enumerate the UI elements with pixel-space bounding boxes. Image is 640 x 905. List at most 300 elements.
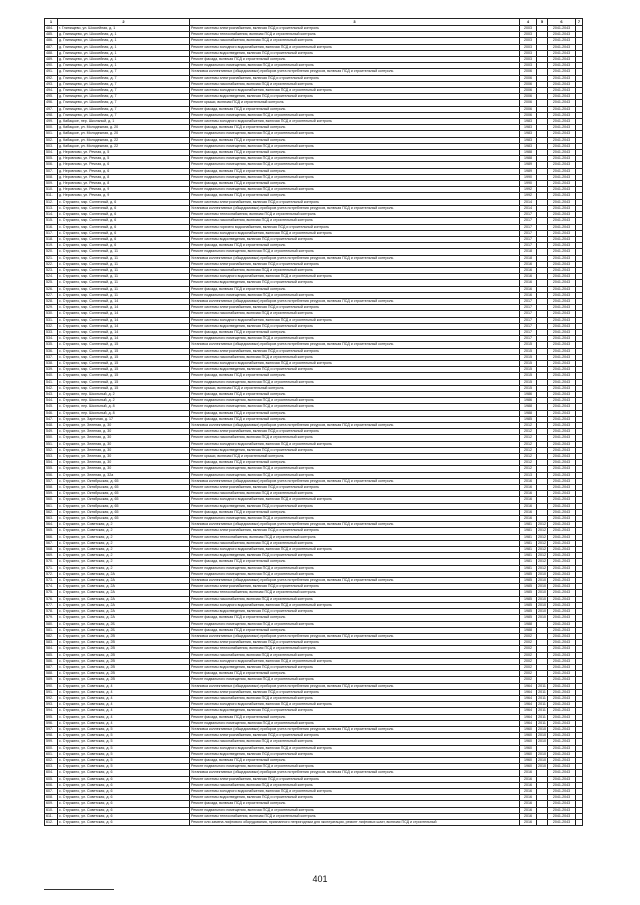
work-type-cell: Ремонт фасада, включая ПСД и строительный контроль	[190, 106, 520, 112]
row-number: 612.	[45, 820, 58, 826]
build-year-cell: 1985	[520, 578, 537, 584]
work-type-cell: Ремонт системы холодного водоснабжения, включая ПСД и строительный контроль	[190, 274, 520, 280]
row-number: 608.	[45, 795, 58, 801]
address-cell: с. Стружино, мкр. Солнечный, д. 15	[58, 348, 190, 354]
address-cell: с. Стружино, мкр. Солнечный, д. 14	[58, 305, 190, 311]
address-cell: г. Глинищево, ул. Шоссейная, д. 1	[58, 26, 190, 32]
planned-period-cell: 2041-2043	[548, 559, 576, 565]
address-cell: с. Стружино, ул. Зеленая, д. 30	[58, 460, 190, 466]
build-year-cell: 1981	[520, 547, 537, 553]
planned-period-cell: 2041-2043	[548, 100, 576, 106]
planned-period-cell: 2041-2043	[548, 342, 576, 348]
address-cell: д. Кабацкое, ул. Молодежная, д. 22	[58, 143, 190, 149]
address-cell: с. Стружино, мкр. Солнечный, д. 11	[58, 286, 190, 292]
planned-period-cell: 2041-2043	[548, 751, 576, 757]
repair-year-cell: 2012	[538, 547, 546, 552]
planned-period-cell: 2041-2043	[548, 348, 576, 354]
work-type-cell: Ремонт фасада, включая ПСД и строительный контроль	[190, 671, 520, 677]
row-number: 558.	[45, 485, 58, 491]
build-year-cell: 2017	[520, 230, 537, 236]
planned-period-cell: 2041-2043	[548, 739, 576, 745]
address-cell: с. Стружино, ул. Советская, д. 6	[58, 795, 190, 801]
work-type-cell: Ремонт фасада, включая ПСД и строительный контроль	[190, 714, 520, 720]
address-cell: с. Стружино, ул. Советская, д. 2	[58, 528, 190, 534]
address-cell: д. Глинищево, ул. Шоссейная, д. 7	[58, 100, 190, 106]
planned-period-cell: 2041-2043	[548, 69, 576, 75]
planned-period-cell: 2041-2043	[548, 367, 576, 373]
row-number: 581.	[45, 627, 58, 633]
work-type-cell: Ремонт подвального помещения, включая ПСД и строительный контроль	[190, 131, 520, 137]
row-number: 508.	[45, 174, 58, 180]
row-number: 561.	[45, 503, 58, 509]
work-type-cell: Ремонт системы водоотведения, включая ПСД и строительный контроль	[190, 609, 520, 615]
work-type-cell: Ремонт фасада, включая ПСД и строительный контроль	[190, 416, 520, 422]
row-number: 565.	[45, 528, 58, 534]
address-cell: с. Стружино, мкр. Солнечный, д. 14	[58, 323, 190, 329]
work-type-cell: Ремонт подвального помещения, включая ПСД и строительный контроль	[190, 174, 520, 180]
work-type-cell: Ремонт системы теплоснабжения, включая ПСД и строительный контроль	[190, 813, 520, 819]
address-cell: с. Стружино, ул. Советская, д. 6	[58, 782, 190, 788]
repair-year-cell: 2010	[538, 739, 546, 744]
build-year-cell: 1964	[520, 683, 537, 689]
work-type-cell: Ремонт системы электроснабжения, включая ПСД и строительный контроль	[190, 689, 520, 695]
planned-period-cell: 2041-2043	[548, 150, 576, 156]
work-type-cell: Ремонт системы теплоснабжения, включая ПСД и строительный контроль	[190, 212, 520, 218]
work-type-cell: Ремонт подвального помещения, включая ПСД и строительный контроль	[190, 379, 520, 385]
planned-period-cell: 2041-2043	[548, 162, 576, 168]
row-number: 596.	[45, 720, 58, 726]
address-cell: с. Стружино, мкр. Солнечный, д. 11	[58, 280, 190, 286]
planned-period-cell: 2041-2043	[548, 423, 576, 429]
repair-year-cell: 2010	[538, 571, 546, 576]
repair-year-cell: 2011	[538, 702, 546, 707]
address-cell: с. Стружино, мкр. Солнечный, д. 11	[58, 261, 190, 267]
build-year-cell: 2012	[520, 423, 537, 429]
planned-period-cell: 2041-2043	[548, 658, 576, 664]
table-body	[45, 26, 583, 826]
work-type-cell: Ремонт подвального помещения, включая ПСД и строительный контроль	[190, 398, 520, 404]
row-number: 559.	[45, 491, 58, 497]
build-year-cell: 2002	[520, 664, 537, 670]
build-year-cell: 1981	[520, 559, 537, 565]
address-cell: д. Кабацкое, пер. Школьный, д. 1	[58, 119, 190, 125]
column-header: 2	[58, 19, 190, 26]
planned-period-cell: 2041-2043	[548, 633, 576, 639]
row-number: 504.	[45, 150, 58, 156]
address-cell: с. Стружино, мкр. Солнечный, д. 6	[58, 243, 190, 249]
planned-period-cell: 2041-2043	[548, 441, 576, 447]
row-number: 555.	[45, 466, 58, 472]
work-type-cell: Ремонт системы холодного водоснабжения, включая ПСД и строительный контроль	[190, 702, 520, 708]
planned-period-cell: 2041-2043	[548, 664, 576, 670]
planned-period-cell: 2041-2043	[548, 298, 576, 304]
row-number: 517.	[45, 230, 58, 236]
address-cell: с. Стружино, ул. Советская, д. 2А	[58, 590, 190, 596]
work-type-cell: Ремонт системы газоснабжения, включая ПСД и строительный контроль	[190, 596, 520, 602]
work-type-cell: Ремонт фасада, включая ПСД и строительный контроль	[190, 286, 520, 292]
repair-year-cell: 2011	[538, 720, 546, 725]
work-type-cell: Ремонт фасада, включая ПСД и строительный контроль	[190, 193, 520, 199]
address-cell: с. Стружино, ул. Советская, д. 6	[58, 770, 190, 776]
address-cell: д. Неровново, ул. Речная, д. 9	[58, 187, 190, 193]
address-cell: с. Стружино, ул. Советская, д. 6	[58, 801, 190, 807]
work-type-cell: Ремонт подвального помещения, включая ПСД и строительный контроль	[190, 63, 520, 69]
row-number: 577.	[45, 602, 58, 608]
build-year-cell: 2012	[520, 454, 537, 460]
row-number: 514.	[45, 212, 58, 218]
planned-period-cell: 2041-2043	[548, 385, 576, 391]
build-year-cell: 2003	[520, 38, 537, 44]
build-year-cell: 1960	[520, 745, 537, 751]
planned-period-cell: 2041-2043	[548, 416, 576, 422]
row-number: 516.	[45, 224, 58, 230]
planned-period-cell: 2041-2043	[548, 782, 576, 788]
row-number: 609.	[45, 801, 58, 807]
work-type-cell: Ремонт системы водоотведения, включая ПСД и строительный контроль	[190, 323, 520, 329]
build-year-cell: 1985	[520, 590, 537, 596]
build-year-cell: 2016	[520, 280, 537, 286]
build-year-cell: 2016	[520, 274, 537, 280]
build-year-cell: 2017	[520, 305, 537, 311]
row-number: 566.	[45, 534, 58, 540]
work-type-cell: Ремонт системы холодного водоснабжения, включая ПСД и строительный контроль	[190, 230, 520, 236]
work-type-cell: Ремонт подвального помещения, включая ПСД и строительный контроль	[190, 764, 520, 770]
row-number: 556.	[45, 472, 58, 478]
address-cell: с. Стружино, ул. Советская, д. 2Б	[58, 621, 190, 627]
address-cell: с. Стружино, мкр. Солнечный, д. 11	[58, 292, 190, 298]
repair-year-cell: 2010	[538, 590, 546, 595]
repair-year-cell: 2011	[538, 708, 546, 713]
build-year-cell: 2017	[520, 317, 537, 323]
row-number: 611.	[45, 813, 58, 819]
address-cell: с. Стружино, ул. Советская, д. 4	[58, 683, 190, 689]
row-number: 510.	[45, 187, 58, 193]
row-number: 593.	[45, 702, 58, 708]
row-number: 583.	[45, 640, 58, 646]
planned-period-cell: 2041-2043	[548, 106, 576, 112]
work-type-cell: Ремонт подвального помещения, включая ПСД и строительный контроль	[190, 112, 520, 118]
address-cell: с. Стружино, мкр. Солнечный, д. 15	[58, 354, 190, 360]
build-year-cell: 2016	[520, 801, 537, 807]
address-cell: с. Стружино, ул. Октябрьская, д. 65	[58, 509, 190, 515]
build-year-cell: 2002	[520, 652, 537, 658]
planned-period-cell: 2041-2043	[548, 677, 576, 683]
build-year-cell: 2002	[520, 677, 537, 683]
work-type-cell: Установка коллективных (общедомовых) приборов учета потребления ресурсов, включая ПСД и строительный контроль	[190, 683, 520, 689]
address-cell: с. Стружино, ул. Зеленая, д. 30	[58, 429, 190, 435]
build-year-cell: 1960	[520, 751, 537, 757]
work-type-cell: Ремонт системы холодного водоснабжения, включая ПСД и строительный контроль	[190, 119, 520, 125]
planned-period-cell: 2041-2043	[548, 212, 576, 218]
build-year-cell: 2002	[520, 640, 537, 646]
address-cell: д. Неровново, ул. Речная, д. 8	[58, 174, 190, 180]
work-type-cell: Ремонт системы теплоснабжения, включая ПСД и строительный контроль	[190, 32, 520, 38]
build-year-cell: 1960	[520, 733, 537, 739]
planned-period-cell: 2041-2043	[548, 689, 576, 695]
row-number: 562.	[45, 509, 58, 515]
row-number: 601.	[45, 751, 58, 757]
planned-period-cell: 2041-2043	[548, 391, 576, 397]
note-cell	[576, 820, 583, 826]
row-number: 590.	[45, 683, 58, 689]
build-year-cell: 1960	[520, 726, 537, 732]
work-type-cell: Ремонт фасада, включая ПСД и строительный контроль	[190, 150, 520, 156]
work-type-cell: Ремонт подвального помещения, включая ПСД и строительный контроль	[190, 807, 520, 813]
row-number: 509.	[45, 181, 58, 187]
row-number: 568.	[45, 547, 58, 553]
address-cell: с. Стружино, ул. Советская, д. 2	[58, 534, 190, 540]
address-cell: с. Стружино, мкр. Солнечный, д. 6	[58, 199, 190, 205]
row-number: 528.	[45, 298, 58, 304]
row-number: 563.	[45, 516, 58, 522]
work-type-cell: Ремонт системы электроснабжения, включая ПСД и строительный контроль	[190, 261, 520, 267]
row-number: 513.	[45, 205, 58, 211]
build-year-cell: 2003	[520, 63, 537, 69]
repair-year-cell: 2012	[538, 528, 546, 533]
planned-period-cell: 2041-2043	[548, 820, 576, 826]
work-type-cell: Ремонт системы газоснабжения, включая ПСД и строительный контроль	[190, 267, 520, 273]
planned-period-cell: 2041-2043	[548, 280, 576, 286]
planned-period-cell: 2041-2043	[548, 776, 576, 782]
build-year-cell: 2016	[520, 491, 537, 497]
work-type-cell: Ремонт фасада, включая ПСД и строительный контроль	[190, 410, 520, 416]
address-cell: д. Глинищево, ул. Шоссейная, д. 1	[58, 63, 190, 69]
row-number: 553.	[45, 454, 58, 460]
row-number: 554.	[45, 460, 58, 466]
work-type-cell: Ремонт фасада, включая ПСД и строительный контроль	[190, 559, 520, 565]
address-cell: с. Стружино, ул. Зеленая, д. 30	[58, 435, 190, 441]
work-type-cell: Ремонт системы электроснабжения, включая ПСД и строительный контроль	[190, 733, 520, 739]
work-type-cell: Ремонт системы теплоснабжения, включая ПСД и строительный контроль	[190, 534, 520, 540]
row-number: 531.	[45, 317, 58, 323]
build-year-cell: 2015	[520, 379, 537, 385]
row-number: 512.	[45, 199, 58, 205]
row-number: 585.	[45, 652, 58, 658]
address-cell: с. Стружино, ул. Советская, д. 4	[58, 708, 190, 714]
work-type-cell: Установка коллективных (общедомовых) приборов учета потребления ресурсов, включая ПСД и строительный контроль	[190, 255, 520, 261]
planned-period-cell: 2041-2043	[548, 286, 576, 292]
work-type-cell: Установка коллективных (общедомовых) приборов учета потребления ресурсов, включая ПСД и строительный контроль	[190, 298, 520, 304]
build-year-cell: 1964	[520, 695, 537, 701]
build-year-cell: 2017	[520, 236, 537, 242]
work-type-cell: Ремонт системы электроснабжения, включая ПСД и строительный контроль	[190, 348, 520, 354]
work-type-cell: Установка коллективных (общедомовых) приборов учета потребления ресурсов, включая ПСД и строительный контроль	[190, 770, 520, 776]
build-year-cell: 1988	[520, 410, 537, 416]
address-cell: д. Неровново, ул. Речная, д. 6	[58, 162, 190, 168]
address-cell: с. Стружино, ул. Октябрьская, д. 65	[58, 478, 190, 484]
address-cell: с. Стружино, пер. Школьный, д. 2	[58, 391, 190, 397]
repair-year-cell: 2010	[538, 726, 546, 731]
address-cell: д. Глинищево, ул. Шоссейная, д. 1	[58, 38, 190, 44]
work-type-cell: Ремонт системы водоотведения, включая ПСД и строительный контроль	[190, 94, 520, 100]
work-type-cell: Ремонт подвального помещения, включая ПСД и строительный контроль	[190, 292, 520, 298]
planned-period-cell: 2041-2043	[548, 708, 576, 714]
row-number: 533.	[45, 329, 58, 335]
planned-period-cell: 2041-2043	[548, 491, 576, 497]
address-cell: с. Стружино, ул. Заречная, д. 17	[58, 416, 190, 422]
planned-period-cell: 2041-2043	[548, 745, 576, 751]
repair-year-cell: 2011	[538, 689, 546, 694]
work-type-cell: Ремонт подвального помещения, включая ПСД и строительный контроль	[190, 143, 520, 149]
address-cell: с. Стружино, ул. Советская, д. 2В	[58, 652, 190, 658]
work-type-cell: Ремонт системы теплоснабжения, включая ПСД и строительный контроль	[190, 590, 520, 596]
build-year-cell: 1960	[520, 764, 537, 770]
work-type-cell: Ремонт системы газоснабжения, включая ПСД и строительный контроль	[190, 652, 520, 658]
build-year-cell: 2006	[520, 69, 537, 75]
work-type-cell: Ремонт системы холодного водоснабжения, включая ПСД и строительный контроль	[190, 44, 520, 50]
planned-period-cell: 2041-2043	[548, 590, 576, 596]
planned-period-cell: 2041-2043	[548, 44, 576, 50]
work-type-cell: Ремонт системы электроснабжения, включая ПСД и строительный контроль	[190, 199, 520, 205]
work-type-cell: Ремонт фасада, включая ПСД и строительный контроль	[190, 460, 520, 466]
work-type-cell: Ремонт подвального помещения, включая ПСД и строительный контроль	[190, 565, 520, 571]
work-type-cell: Ремонт системы водоотведения, включая ПСД и строительный контроль	[190, 553, 520, 559]
build-year-cell: 1983	[520, 143, 537, 149]
planned-period-cell: 2041-2043	[548, 429, 576, 435]
work-type-cell: Ремонт системы водоотведения, включая ПСД и строительный контроль	[190, 447, 520, 453]
planned-period-cell: 2041-2043	[548, 528, 576, 534]
planned-period-cell: 2041-2043	[548, 410, 576, 416]
planned-period-cell: 2041-2043	[548, 813, 576, 819]
work-type-cell: Ремонт подвального помещения, включая ПСД и строительный контроль	[190, 466, 520, 472]
column-header: 1	[45, 19, 58, 26]
row-number: 591.	[45, 689, 58, 695]
work-type-cell: Ремонт крыши, включая ПСД и строительный контроль	[190, 100, 520, 106]
planned-period-cell: 2041-2043	[548, 627, 576, 633]
row-number: 498.	[45, 112, 58, 118]
planned-period-cell: 2041-2043	[548, 26, 576, 32]
work-type-cell: Ремонт системы электроснабжения, включая ПСД и строительный контроль	[190, 776, 520, 782]
work-type-cell: Ремонт системы газоснабжения, включая ПСД и строительный контроль	[190, 540, 520, 546]
build-year-cell: 2016	[520, 820, 537, 826]
build-year-cell: 2016	[520, 503, 537, 509]
address-cell: с. Стружино, ул. Советская, д. 5	[58, 764, 190, 770]
address-cell: с. Стружино, ул. Советская, д. 2	[58, 553, 190, 559]
address-cell: с. Стружино, ул. Советская, д. 2А	[58, 571, 190, 577]
planned-period-cell: 2041-2043	[548, 119, 576, 125]
row-number: 551.	[45, 441, 58, 447]
table-row	[45, 820, 583, 826]
work-type-cell: Ремонт системы газоснабжения, включая ПСД и строительный контроль	[190, 491, 520, 497]
work-type-cell: Ремонт системы водоотведения, включая ПСД и строительный контроль	[190, 664, 520, 670]
row-number: 507.	[45, 168, 58, 174]
row-number: 529.	[45, 305, 58, 311]
row-number: 547.	[45, 416, 58, 422]
column-header: 4	[520, 19, 537, 26]
planned-period-cell: 2041-2043	[548, 801, 576, 807]
planned-period-cell: 2041-2043	[548, 230, 576, 236]
row-number: 536.	[45, 348, 58, 354]
work-type-cell: Ремонт подвального помещения, включая ПСД и строительный контроль	[190, 156, 520, 162]
build-year-cell: 2003	[520, 57, 537, 63]
work-type-cell: Ремонт системы электроснабжения, включая ПСД и строительный контроль	[190, 429, 520, 435]
planned-period-cell: 2041-2043	[548, 609, 576, 615]
address-cell: с. Стружино, ул. Советская, д. 2В	[58, 677, 190, 683]
build-year-cell: 1989	[520, 168, 537, 174]
build-year-cell: 2006	[520, 94, 537, 100]
row-number: 600.	[45, 745, 58, 751]
address-cell: д. Кабацкое, ул. Молодежная, д. 20	[58, 131, 190, 137]
work-type-cell: Ремонт подвального помещения, включая ПСД и строительный контроль	[190, 621, 520, 627]
row-number: 526.	[45, 286, 58, 292]
row-number: 486.	[45, 38, 58, 44]
address-cell: с. Стружино, ул. Зеленая, д. 30	[58, 441, 190, 447]
column-header: 5	[537, 19, 548, 26]
planned-period-cell: 2041-2043	[548, 726, 576, 732]
address-cell: с. Стружино, ул. Советская, д. 6	[58, 820, 190, 826]
work-type-cell: Ремонт системы газоснабжения, включая ПСД и строительный контроль	[190, 782, 520, 788]
build-year-cell: 1988	[520, 404, 537, 410]
page-number: 401	[312, 874, 328, 884]
build-year-cell: 2015	[520, 373, 537, 379]
work-type-cell: Ремонт системы газоснабжения, включая ПСД и строительный контроль	[190, 695, 520, 701]
build-year-cell: 2003	[520, 50, 537, 56]
row-number: 485.	[45, 32, 58, 38]
address-cell: с. Стружино, ул. Советская, д. 5	[58, 726, 190, 732]
planned-period-cell: 2041-2043	[548, 292, 576, 298]
build-year-cell: 1988	[520, 627, 537, 633]
row-number: 484.	[45, 26, 58, 32]
build-year-cell: 1992	[520, 187, 537, 193]
build-year-cell: 1988	[520, 621, 537, 627]
planned-period-cell: 2041-2043	[548, 38, 576, 44]
planned-period-cell: 2041-2043	[548, 770, 576, 776]
row-number: 606.	[45, 782, 58, 788]
build-year-cell: 1981	[520, 534, 537, 540]
address-cell: с. Стружино, мкр. Солнечный, д. 14	[58, 298, 190, 304]
repair-year-cell: 2010	[538, 751, 546, 756]
work-type-cell: Установка коллективных (общедомовых) приборов учета потребления ресурсов, включая ПСД и строительный контроль	[190, 69, 520, 75]
address-cell: с. Стружино, ул. Советская, д. 6	[58, 813, 190, 819]
work-type-cell: Установка коллективных (общедомовых) приборов учета потребления ресурсов, включая ПСД и строительный контроль	[190, 633, 520, 639]
address-cell: с. Стружино, пер. Школьный, д. 2	[58, 398, 190, 404]
work-type-cell: Ремонт фасада, включая ПСД и строительный контроль	[190, 509, 520, 515]
row-number: 576.	[45, 596, 58, 602]
address-cell: д. Глинищево, ул. Шоссейная, д. 7	[58, 88, 190, 94]
address-cell: с. Стружино, ул. Советская, д. 2А	[58, 596, 190, 602]
planned-period-cell: 2041-2043	[548, 553, 576, 559]
build-year-cell: 2018	[520, 255, 537, 261]
planned-period-cell: 2041-2043	[548, 447, 576, 453]
work-type-cell: Установка коллективных (общедомовых) приборов учета потребления ресурсов, включая ПСД и строительный контроль	[190, 522, 520, 528]
row-number: 594.	[45, 708, 58, 714]
work-type-cell: Ремонт системы водоотведения, включая ПСД и строительный контроль	[190, 236, 520, 242]
build-year-cell: 1964	[520, 689, 537, 695]
build-year-cell: 2017	[520, 224, 537, 230]
address-cell: с. Стружино, ул. Советская, д. 4	[58, 689, 190, 695]
repair-year-cell: 2012	[538, 534, 546, 539]
address-cell: с. Стружино, мкр. Солнечный, д. 6	[58, 212, 190, 218]
planned-period-cell: 2041-2043	[548, 509, 576, 515]
planned-period-cell: 2041-2043	[548, 187, 576, 193]
address-cell: с. Стружино, ул. Советская, д. 2В	[58, 664, 190, 670]
build-year-cell: 1960	[520, 739, 537, 745]
planned-period-cell: 2041-2043	[548, 807, 576, 813]
planned-period-cell: 2041-2043	[548, 131, 576, 137]
repair-year-cell: 2011	[538, 695, 546, 700]
work-type-cell: Ремонт системы водоотведения, включая ПСД и строительный контроль	[190, 708, 520, 714]
row-number: 540.	[45, 373, 58, 379]
build-year-cell: 2016	[520, 770, 537, 776]
work-type-cell: Ремонт системы холодного водоснабжения, включая ПСД и строительный контроль	[190, 602, 520, 608]
work-type-cell: Ремонт системы теплоснабжения, включая ПСД и строительный контроль	[190, 646, 520, 652]
row-number: 494.	[45, 88, 58, 94]
planned-period-cell: 2041-2043	[548, 764, 576, 770]
row-number: 497.	[45, 106, 58, 112]
address-cell: д. Глинищево, ул. Шоссейная, д. 1	[58, 57, 190, 63]
address-cell: с. Стружино, ул. Советская, д. 2А	[58, 584, 190, 590]
work-type-cell: Ремонт подвального помещения, включая ПСД и строительный контроль	[190, 720, 520, 726]
